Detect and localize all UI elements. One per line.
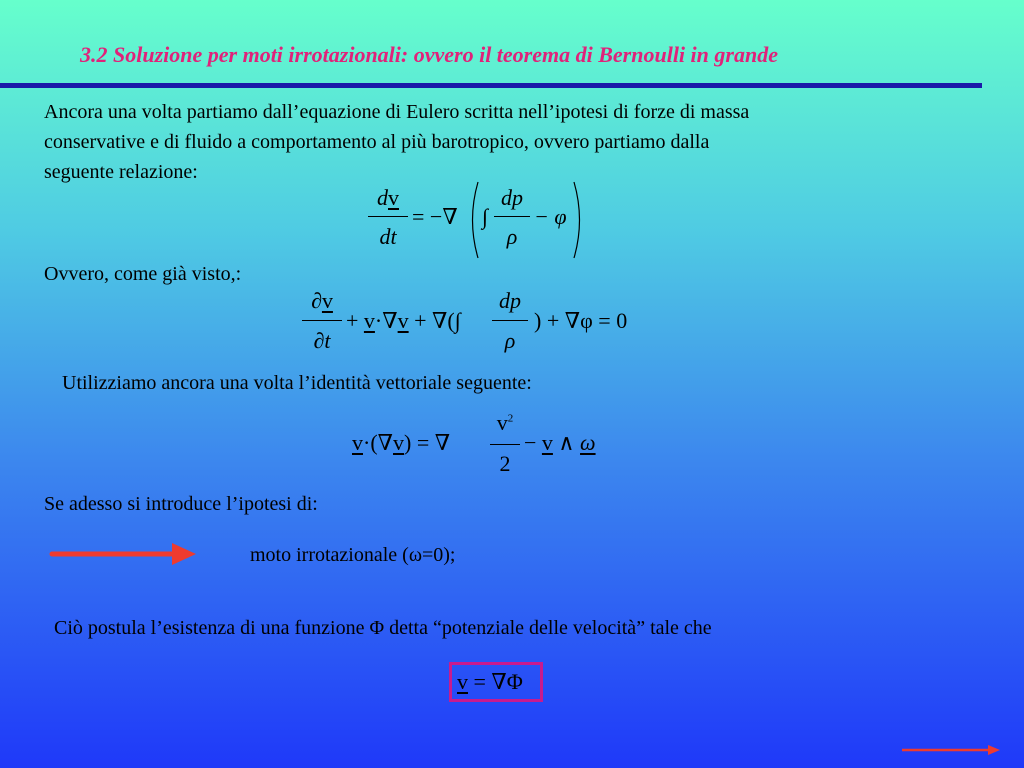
- eq2-inner-numerator: dp: [499, 288, 521, 313]
- eq1-right-paren: [572, 180, 586, 260]
- eq3-v-2: v: [393, 430, 405, 455]
- eq1-denominator: dt: [379, 224, 397, 249]
- eq3-exponent: 2: [507, 412, 514, 425]
- eq3-fraction-bar: [490, 444, 520, 445]
- right-arrow-icon: [48, 540, 198, 568]
- eq1-fraction-bar: [368, 216, 408, 217]
- eq2-numerator: [302, 288, 342, 314]
- eq2-denominator: [302, 328, 342, 354]
- eq3-omega: ω: [580, 430, 596, 455]
- eq3-denominator: 2: [499, 451, 511, 476]
- identity-text: Utilizziamo ancora una volta l’identità vettoriale seguente:: [62, 372, 532, 394]
- eq3-minus: −: [524, 430, 537, 455]
- intro-line: seguente relazione:: [44, 161, 198, 183]
- eq3-right: [524, 430, 596, 456]
- eq3-num-v: v: [496, 410, 508, 435]
- hypothesis-text: Se adesso si introduce l’ipotesi di:: [44, 493, 318, 515]
- title-underline: [0, 83, 982, 88]
- vector-identity: [352, 408, 622, 480]
- eq3-left: [352, 430, 450, 456]
- eq2-dot: ·: [374, 308, 383, 333]
- eq2-plus: +: [346, 308, 359, 333]
- eq3-paren-close: ) = ∇: [404, 430, 451, 455]
- intro-line: conservative e di fluido a comportamento al più barotropico, ovvero partiamo dalla: [44, 131, 710, 153]
- intro-paragraph: [44, 97, 749, 187]
- eq2-partial-num: ∂: [311, 288, 322, 313]
- eq2-num-v: v: [321, 288, 333, 313]
- euler-equation: [360, 180, 600, 260]
- irrotational-text: moto irrotazionale (ω=0);: [250, 544, 456, 566]
- ovvero-text: Ovvero, come già visto,:: [44, 263, 242, 285]
- eq1-left-paren: [466, 180, 480, 260]
- eq2-v: v: [363, 308, 375, 333]
- postulate-text: Ciò postula l’esistenza di una funzione Φ detta “potenziale delle velocità” tale che: [54, 617, 712, 639]
- eq2-den-t: t: [324, 328, 331, 353]
- eq4-equals-grad-phi: = ∇Φ: [473, 669, 523, 694]
- eq1-num-v: v: [388, 185, 399, 210]
- eq1-inner-numerator: dp: [501, 185, 523, 210]
- eq3-numerator: [490, 410, 520, 436]
- intro-line: Ancora una volta partiamo dall’equazione di Eulero scritta nell’ipotesi di forze di massa: [44, 101, 750, 123]
- eq1-numerator: [368, 185, 408, 211]
- eq3-wedge: ∧: [558, 430, 575, 455]
- eq2-plus-nabla-int: + ∇(∫: [414, 308, 461, 333]
- eq1-integral: ∫: [482, 204, 489, 229]
- eq2-inner-fraction-bar: [492, 320, 528, 321]
- eq2-tail: ) + ∇φ = 0: [534, 308, 628, 333]
- slide-title: 3.2 Soluzione per moti irrotazionali: ovvero il teorema di Bernoulli in grande: [80, 42, 778, 67]
- next-arrow-icon[interactable]: [900, 742, 1002, 758]
- eq2-nabla: ∇: [382, 308, 398, 333]
- eq2-inner-denominator: ρ: [504, 328, 516, 353]
- eq4-v: v: [457, 669, 468, 694]
- eq1-inner-fraction-bar: [494, 216, 530, 217]
- potential-equation: [457, 669, 523, 695]
- eq1-equals-nabla: = −∇: [412, 204, 458, 229]
- eq2-v-2: v: [397, 308, 409, 333]
- eq1-minus-phi: − φ: [534, 204, 567, 229]
- eq2-middle: [346, 308, 461, 334]
- eq1-inner-denominator: ρ: [506, 224, 518, 249]
- eq3-paren-open: (∇: [370, 430, 394, 455]
- eq1-num-d: d: [377, 185, 388, 210]
- eq3-v-3: v: [541, 430, 553, 455]
- eq3-dot: ·: [363, 430, 371, 455]
- eq2-fraction-bar: [302, 320, 342, 321]
- momentum-equation: [298, 288, 658, 358]
- eq2-partial-den: ∂: [313, 328, 325, 353]
- eq3-v: v: [352, 430, 363, 455]
